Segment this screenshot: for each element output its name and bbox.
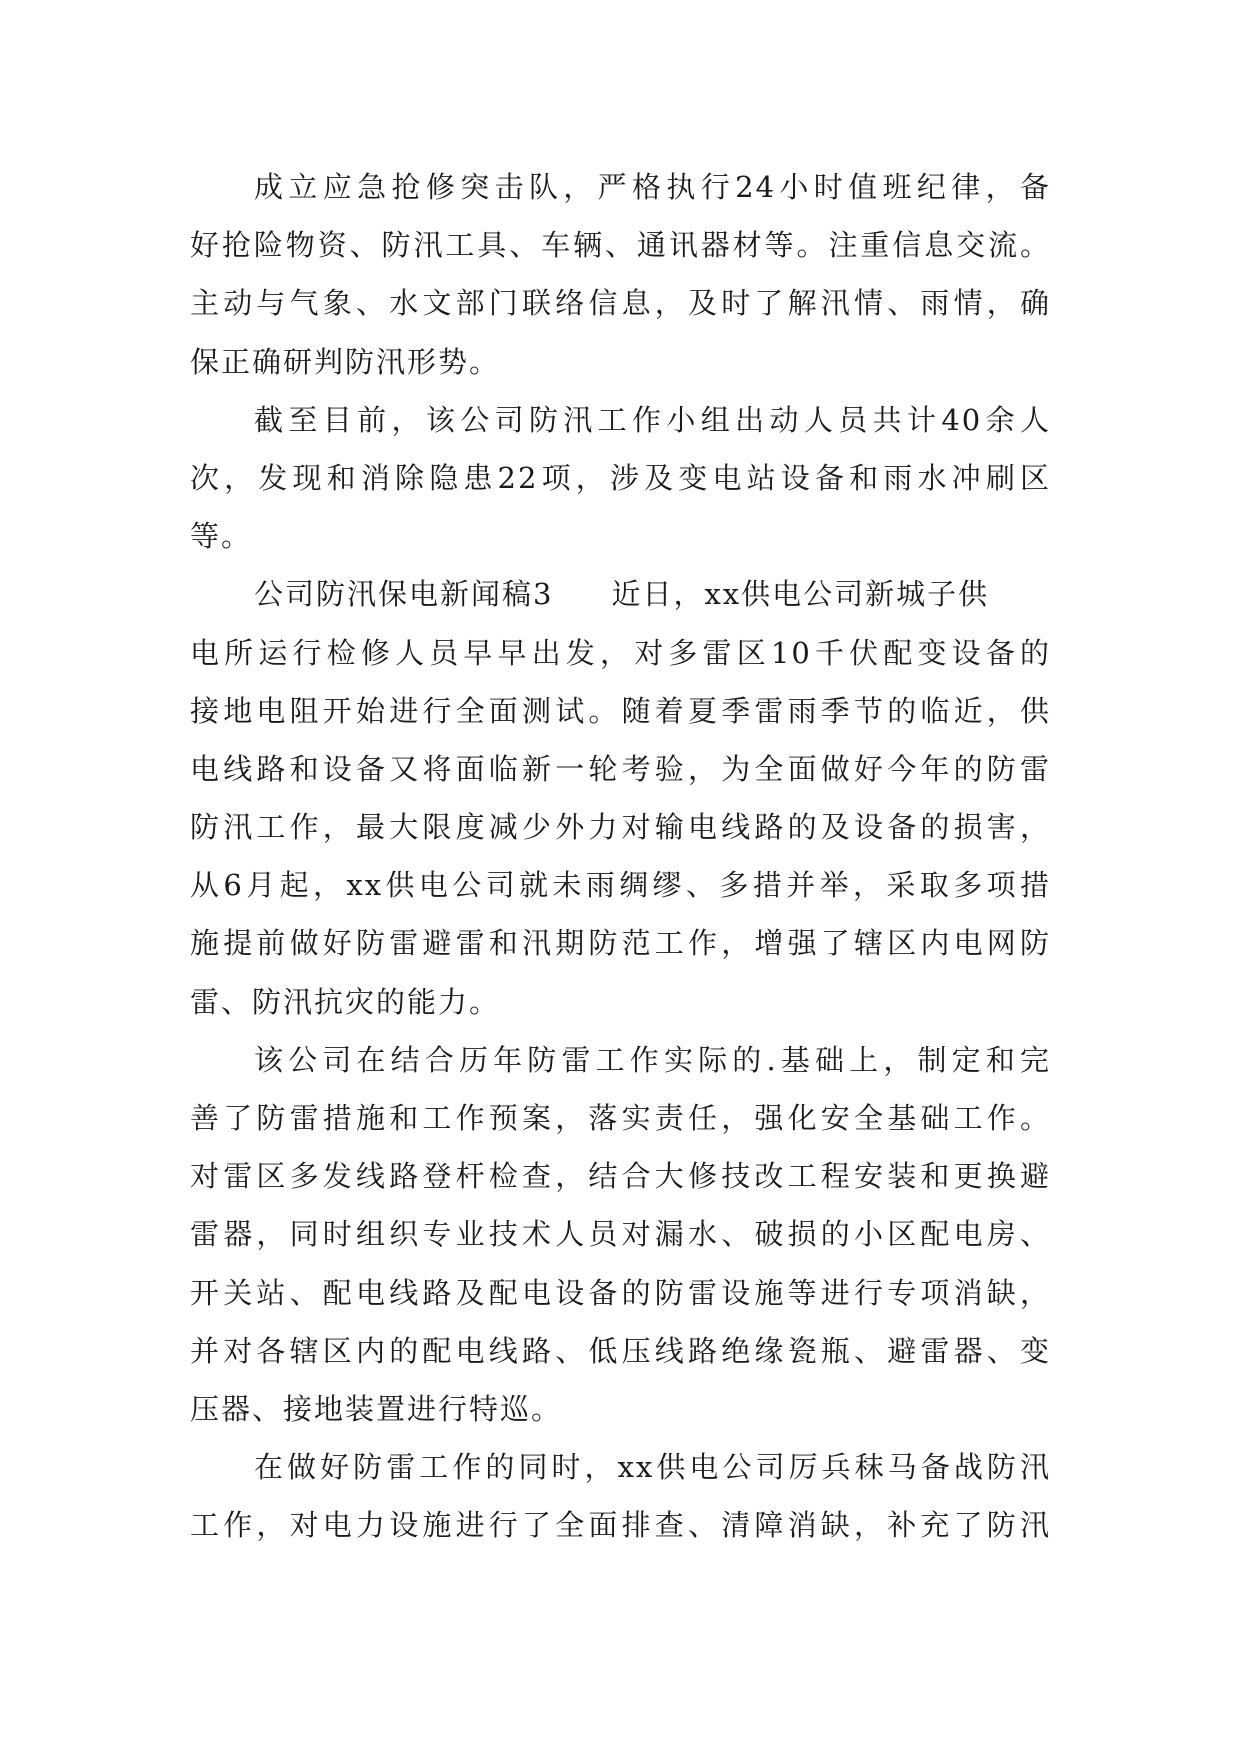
text-line-with-heading <box>190 565 1051 623</box>
text-line: 压器、接地装置进行特巡。 <box>190 1391 563 1426</box>
text-line: 开关站、配电线路及配电设备的防雷设施等进行专项消缺， <box>190 1275 1051 1310</box>
text-line: 接地电阻开始进行全面测试。随着夏季雷雨季节的临近，供 <box>190 693 1051 728</box>
text-line: 并对各辖区内的配电线路、低压线路绝缘瓷瓶、避雷器、变 <box>190 1333 1051 1368</box>
text-line: 次，发现和消除隐患22项，涉及变电站设备和雨水冲刷区 <box>190 460 1051 495</box>
text-line: 从6月起，xx供电公司就未雨绸缪、多措并举，采取多项措 <box>190 868 1051 903</box>
text-line: 主动与气象、水文部门联络信息，及时了解汛情、雨情，确 <box>190 286 1051 321</box>
section-heading: 公司防汛保电新闻稿3 <box>254 577 554 612</box>
text-line: 对雷区多发线路登杆检查，结合大修技改工程安装和更换避 <box>190 1159 1051 1194</box>
text-line: 保正确研判防汛形势。 <box>190 344 501 379</box>
text-line: 工作，对电力设施进行了全面排查、清障消缺，补充了防汛 <box>190 1508 1051 1543</box>
text-line: 施提前做好防雷避雷和汛期防范工作，增强了辖区内电网防 <box>190 926 1051 961</box>
text-line: 雷、防汛抗灾的能力。 <box>190 984 501 1019</box>
text-line: 好抢险物资、防汛工具、车辆、通讯器材等。注重信息交流。 <box>190 228 1051 263</box>
document-body <box>190 158 1051 1555</box>
text-line: 电线路和设备又将面临新一轮考验，为全面做好今年的防雷 <box>190 751 1051 786</box>
text-line: 该公司在结合历年防雷工作实际的.基础上，制定和完 <box>254 1042 1051 1077</box>
text-line: 成立应急抢修突击队，严格执行24小时值班纪律，备 <box>254 170 1051 204</box>
text-line: 雷器，同时组织专业技术人员对漏水、破损的小区配电房、 <box>190 1217 1051 1252</box>
text-line: 截至目前，该公司防汛工作小组出动人员共计40余人 <box>254 402 1051 437</box>
text-line: 电所运行检修人员早早出发，对多雷区10千伏配变设备的 <box>190 635 1051 670</box>
text-run: 近日，xx供电公司新城子供 <box>611 577 990 612</box>
text-line: 防汛工作，最大限度减少外力对输电线路的及设备的损害， <box>190 810 1051 845</box>
text-line: 在做好防雷工作的同时，xx供电公司厉兵秣马备战防汛 <box>254 1450 1051 1485</box>
text-line: 等。 <box>190 519 253 554</box>
text-line: 善了防雷措施和工作预案，落实责任，强化安全基础工作。 <box>190 1101 1051 1135</box>
